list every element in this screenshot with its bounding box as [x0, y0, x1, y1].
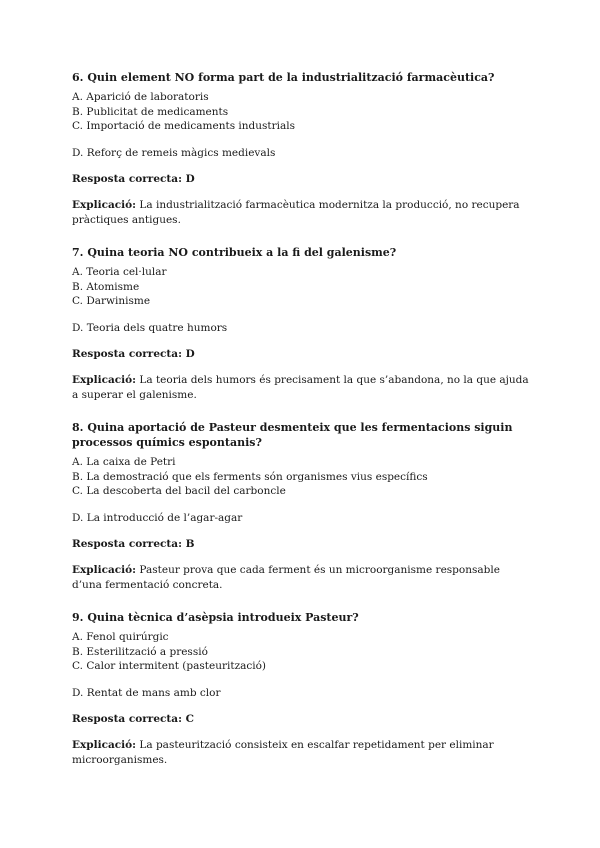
correct-answer: Resposta correcta: B — [72, 538, 195, 550]
question-title: 6. Quin element NO forma part de la industrialització farmacèutica? — [72, 71, 495, 84]
option-c: C. Darwinisme — [72, 295, 151, 307]
option-d: D. La introducció de l’agar-agar — [72, 511, 243, 524]
option-d: D. Teoria dels quatre humors — [72, 321, 228, 334]
option-a: A. Teoria cel·lular — [72, 266, 167, 278]
question-title: 9. Quina tècnica d’asèpsia introdueix Pasteur? — [72, 611, 359, 624]
option-a: A. Aparició de laboratoris — [72, 91, 209, 103]
option-b: B. La demostració que els ferments són organismes vius específics — [72, 470, 428, 483]
option-c: C. Importació de medicaments industrials — [72, 120, 296, 132]
option-b: B. Publicitat de medicaments — [72, 105, 229, 118]
option-d: D. Rentat de mans amb clor — [72, 686, 221, 699]
explanation-text: La industrialització farmacèutica modernitza la producció, no recupera pràctiques antigues. — [72, 199, 520, 226]
option-d: D. Reforç de remeis màgics medievals — [72, 146, 276, 159]
explanation-label: Explicació: — [72, 739, 137, 751]
question-9 — [72, 610, 532, 768]
question-title: 8. Quina aportació de Pasteur desmenteix que les fermentacions siguin processos químics espontanis? — [72, 421, 513, 449]
question-7 — [72, 245, 532, 403]
correct-answer: Resposta correcta: D — [72, 173, 195, 185]
question-8 — [72, 420, 532, 593]
explanation-label: Explicació: — [72, 374, 137, 386]
explanation — [72, 198, 532, 228]
explanation — [72, 563, 532, 593]
explanation-text: Pasteur prova que cada ferment és un microorganisme responsable d’una fermentació concreta. — [72, 564, 500, 591]
question-6 — [72, 70, 532, 228]
explanation — [72, 373, 532, 403]
document-page — [72, 70, 532, 785]
explanation-label: Explicació: — [72, 564, 137, 576]
explanation — [72, 738, 532, 768]
option-c: C. Calor intermitent (pasteurització) — [72, 660, 267, 672]
explanation-text: La pasteurització consisteix en escalfar repetidament per eliminar microorganismes. — [72, 739, 494, 766]
question-title: 7. Quina teoria NO contribueix a la fi del galenisme? — [72, 246, 397, 259]
option-a: A. Fenol quirúrgic — [72, 631, 169, 643]
option-a: A. La caixa de Petri — [72, 456, 176, 468]
explanation-text: La teoria dels humors és precisament la que s’abandona, no la que ajuda a superar el galenisme. — [72, 374, 529, 401]
correct-answer: Resposta correcta: C — [72, 713, 194, 725]
option-b: B. Atomisme — [72, 280, 140, 293]
explanation-label: Explicació: — [72, 199, 137, 211]
option-b: B. Esterilització a pressió — [72, 645, 208, 658]
option-c: C. La descoberta del bacil del carboncle — [72, 485, 286, 497]
correct-answer: Resposta correcta: D — [72, 348, 195, 360]
